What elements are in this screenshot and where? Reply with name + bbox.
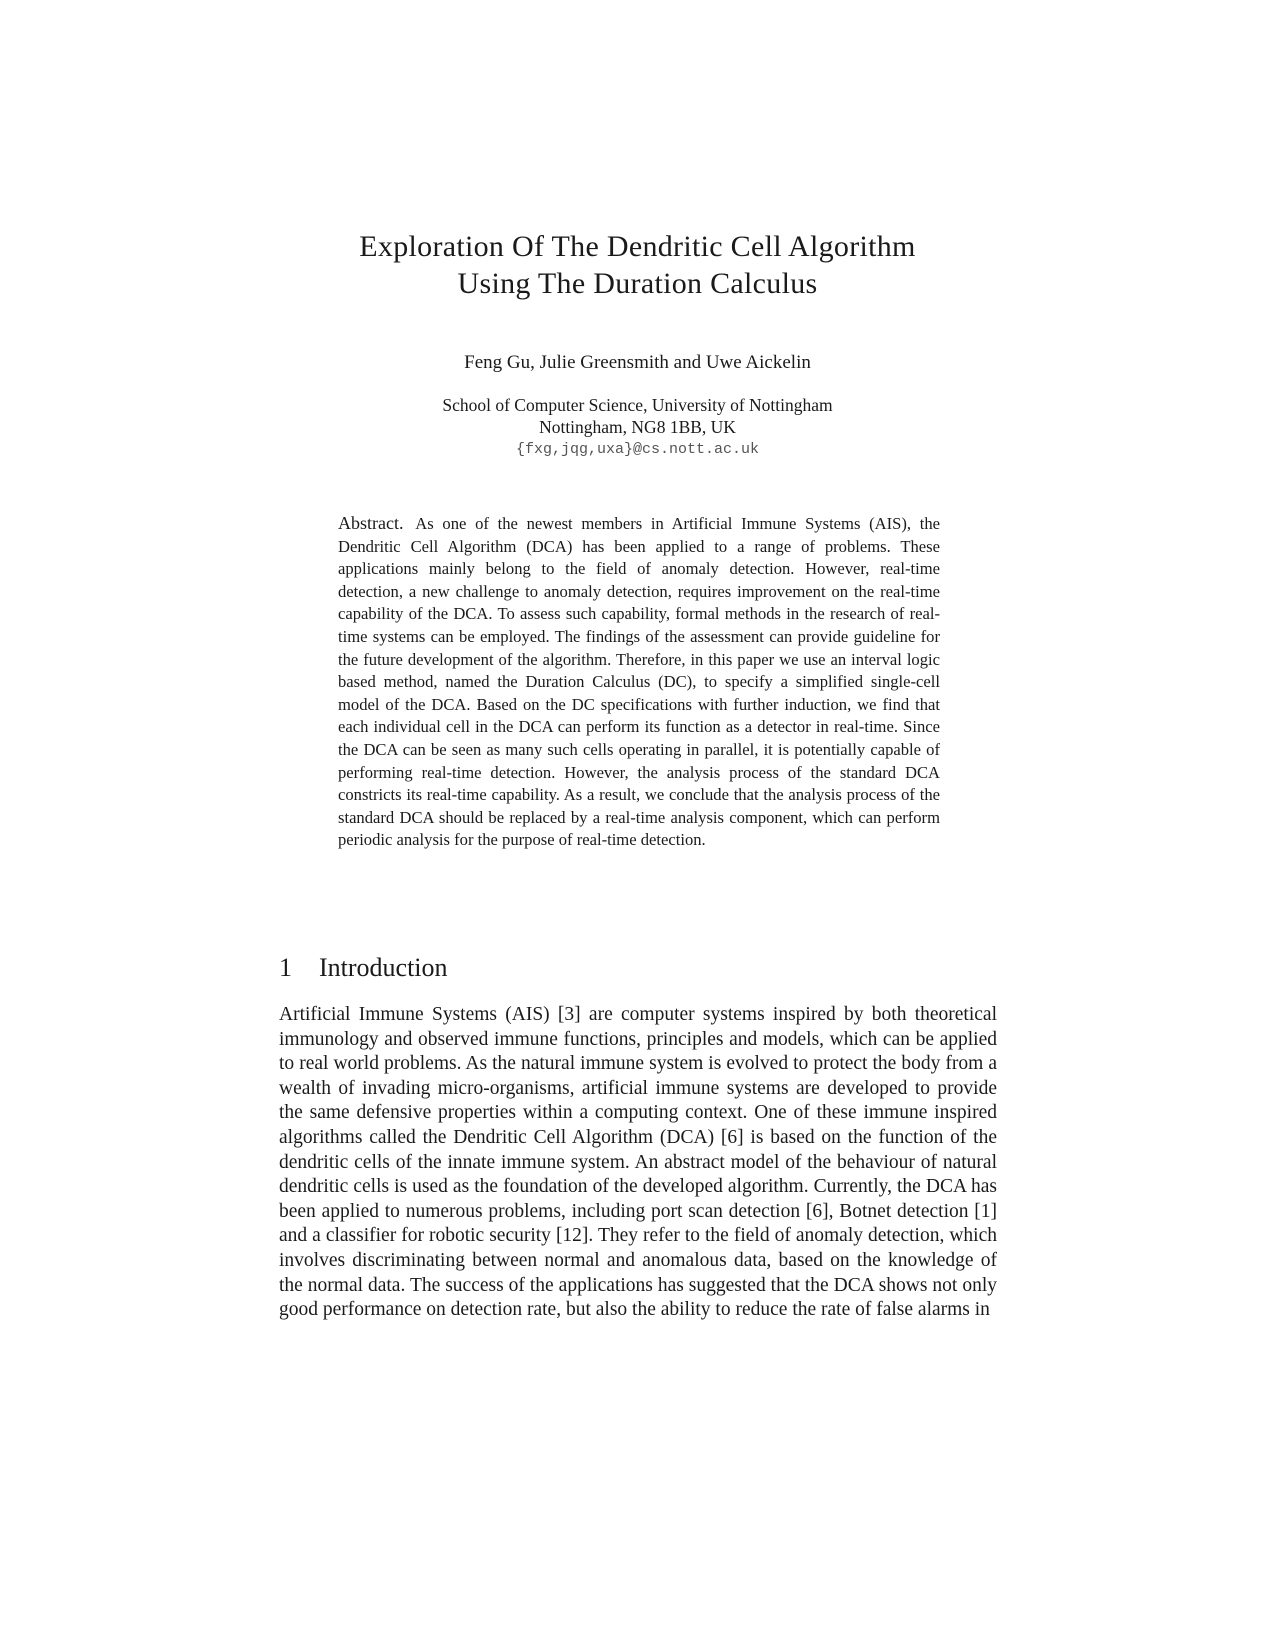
abstract-label: Abstract. (338, 513, 404, 533)
abstract (338, 512, 940, 852)
affiliation-address: Nottingham, NG8 1BB, UK (539, 417, 736, 437)
paper-title-line-1: Exploration Of The Dendritic Cell Algorithm (359, 230, 916, 263)
author-emails: {fxg,jqg,uxa}@cs.nott.ac.uk (515, 441, 760, 458)
section-title: Introduction (319, 953, 448, 982)
paper-title (0, 228, 1275, 302)
affiliation-department: School of Computer Science, University of Nottingham (442, 395, 833, 415)
section-number: 1 (279, 953, 292, 982)
introduction-paragraph: Artificial Immune Systems (AIS) [3] are computer systems inspired by both theoretical immunology and observed immune functions, principles and models, which can be applied to real world problems. As the natural immune system is evolved to protect the body from a wealth of invading micro-organisms, artificial immune systems are developed to provide the same defensive properties within a computing context. One of these immune inspired algorithms called the Dendritic Cell Algorithm (DCA) [6] is based on the function of the dendritic cells of the innate immune system. An abstract model of the behaviour of natural dendritic cells is used as the foundation of the developed algorithm. Currently, the DCA has been applied to numerous problems, including port scan detection [6], Botnet detection [1] and a classifier for robotic security [12]. They refer to the field of anomaly detection, which involves discriminating between normal and anomalous data, based on the knowledge of the normal data. The success of the applications has suggested that the DCA shows not only good performance on detection rate, but also the ability to reduce the rate of false alarms in (279, 1004, 997, 1321)
paper-title-line-2: Using The Duration Calculus (457, 267, 818, 300)
abstract-text: As one of the newest members in Artificial Immune Systems (AIS), the Dendritic Cell Algorithm (DCA) has been applied to a range of problems. These applications mainly belong to the field of anomaly detection. However, real-time detection, a new challenge to anomaly detection, requires improvement on the real-time capability of the DCA. To assess such capability, formal methods in the research of real-time systems can be employed. The findings of the assessment can provide guideline for the future development of the algorithm. Therefore, in this paper we use an interval logic based method, named the Duration Calculus (DC), to specify a simplified single-cell model of the DCA. Based on the DC specifications with further induction, we find that each individual cell in the DCA can perform its function as a detector in real-time. Since the DCA can be seen as many such cells operating in parallel, it is potentially capable of performing real-time detection. However, the analysis process of the standard DCA constricts its real-time capability. As a result, we conclude that the analysis process of the standard DCA should be replaced by a real-time analysis component, which can perform periodic analysis for the purpose of real-time detection. (338, 514, 941, 850)
section-heading-introduction (279, 953, 448, 983)
affiliation (0, 394, 1275, 461)
author-list: Feng Gu, Julie Greensmith and Uwe Aickelin (464, 352, 811, 373)
